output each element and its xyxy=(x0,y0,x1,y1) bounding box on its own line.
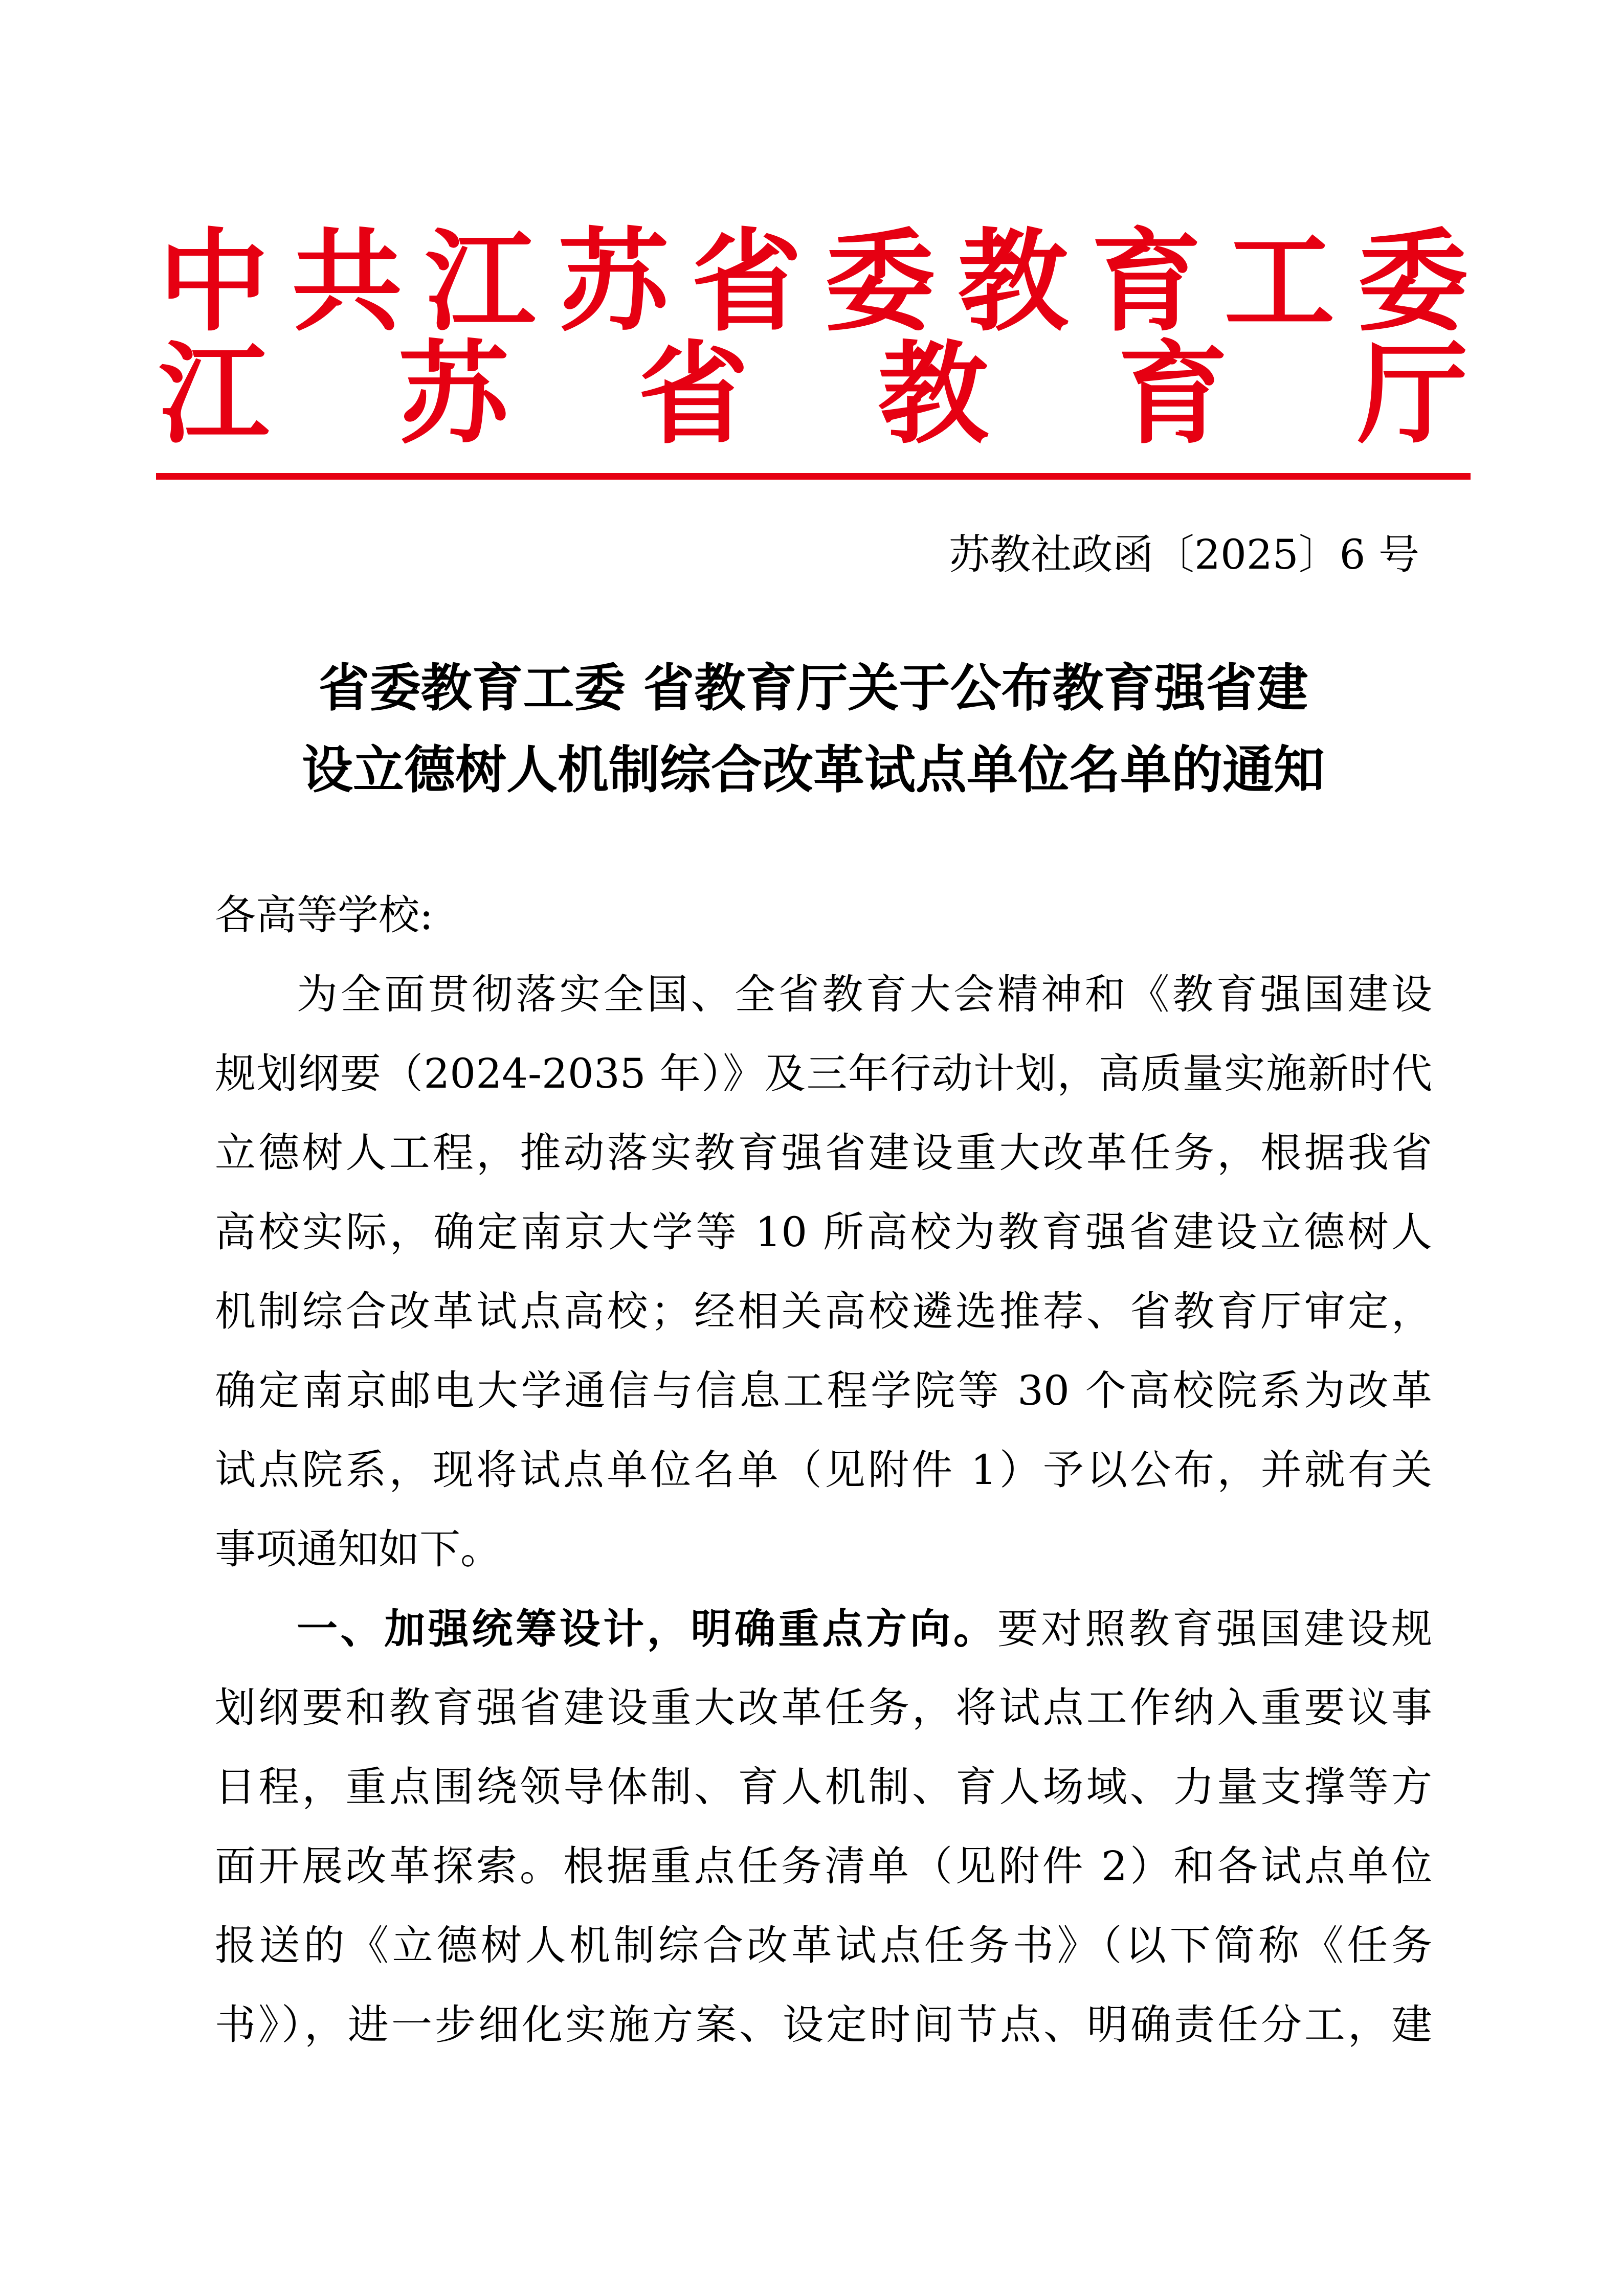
header-char: 江 xyxy=(159,329,270,459)
document-number: 苏教社政函〔2025〕6 号 xyxy=(949,531,1419,578)
header-char: 省 xyxy=(638,329,749,459)
body-line: 高校实际，确定南京大学等 10 所高校为教育强省建设立德树人 xyxy=(215,1208,1432,1256)
document-title-line-1: 省委教育工委 省教育厅关于公布教育强省建 xyxy=(318,658,1308,718)
body-line: 立德树人工程，推动落实教育强省建设重大改革任务，根据我省 xyxy=(215,1129,1432,1177)
body-line: 书》），进一步细化实施方案、设定时间节点、明确责任分工，建 xyxy=(215,2001,1432,2049)
section-one-first-line xyxy=(297,1601,1432,1657)
salutation: 各高等学校: xyxy=(215,891,433,939)
header-char: 苏 xyxy=(558,216,669,346)
body-line: 报送的《立德树人机制综合改革试点任务书》（以下简称《任务 xyxy=(215,1922,1432,1969)
body-line: 机制综合改革试点高校；经相关高校遴选推荐、省教育厅审定， xyxy=(215,1288,1432,1335)
body-line: 规划纲要（2024-2035 年）》及三年行动计划，高质量实施新时代 xyxy=(215,1050,1432,1097)
header-char: 教 xyxy=(958,216,1069,346)
document-title-line-2: 设立德树人机制综合改革试点单位名单的通知 xyxy=(302,739,1325,800)
issuer-header-line-1 xyxy=(159,216,1468,346)
header-char: 委 xyxy=(1357,216,1468,346)
section-text: 要对照教育强国建设规 xyxy=(997,1605,1433,1653)
header-char: 共 xyxy=(292,216,403,346)
body-line: 划纲要和教育强省建设重大改革任务，将试点工作纳入重要议事 xyxy=(215,1684,1432,1731)
header-char: 育 xyxy=(1091,216,1202,346)
section-heading: 一、加强统筹设计，明确重点方向。 xyxy=(297,1605,997,1653)
body-line: 试点院系，现将试点单位名单（见附件 1）予以公布，并就有关 xyxy=(215,1446,1432,1494)
body-line: 面开展改革探索。根据重点任务清单（见附件 2）和各试点单位 xyxy=(215,1842,1432,1890)
issuer-header-line-2 xyxy=(159,329,1468,459)
body-line: 为全面贯彻落实全国、全省教育大会精神和《教育强国建设 xyxy=(297,971,1432,1018)
header-char: 省 xyxy=(691,216,802,346)
red-divider-rule xyxy=(156,473,1471,480)
header-char: 工 xyxy=(1224,216,1335,346)
header-char: 中 xyxy=(159,216,270,346)
header-char: 苏 xyxy=(398,329,509,459)
body-line: 确定南京邮电大学通信与信息工程学院等 30 个高校院系为改革 xyxy=(215,1367,1432,1414)
header-char: 江 xyxy=(425,216,536,346)
header-char: 厅 xyxy=(1357,329,1468,459)
body-line: 日程，重点围绕领导体制、育人机制、育人场域、力量支撑等方 xyxy=(215,1763,1432,1811)
header-char: 育 xyxy=(1118,329,1229,459)
body-line: 事项通知如下。 xyxy=(215,1525,501,1573)
header-char: 教 xyxy=(878,329,989,459)
header-char: 委 xyxy=(825,216,936,346)
